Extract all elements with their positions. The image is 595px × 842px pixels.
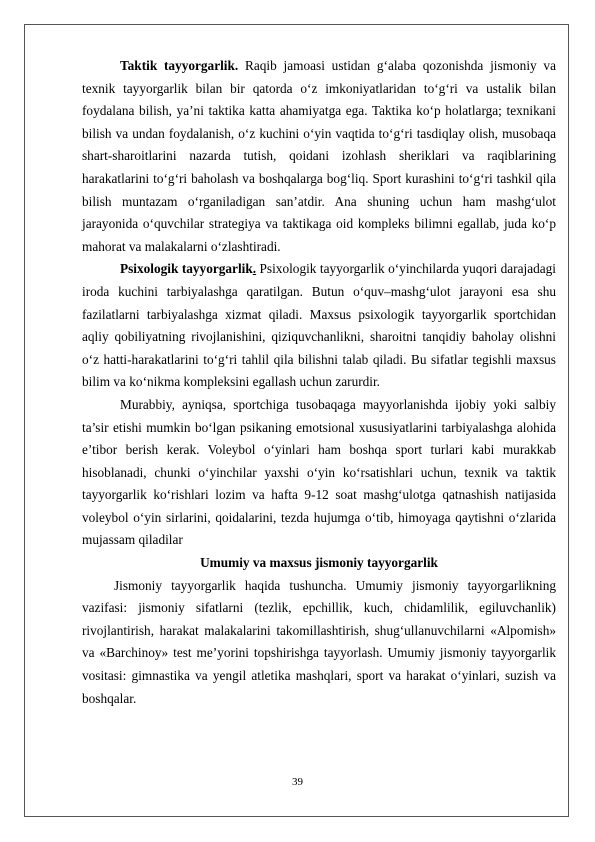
paragraph-psixologik xyxy=(82,258,556,394)
paragraph-title-psixologik xyxy=(120,261,256,276)
paragraph-text-psixologik: Psixologik tayyorgarlik o‘yinchilarda yuqori darajadagi iroda kuchini tarbiyalashga qaratilgan. Butun o‘quv–mashg‘ulot jarayoni esa shu fazilatlarni tarbiyalashga xizmat qiladi. Maxsus psixologik tayyorgarlik sportchidan aqliy qobiliyatning rivojlanishini, qiziquvchanlikni, sharoitni tanqidiy baholay olishni o‘z hatti-harakatlarini to‘g‘ri tahlil qila bilishni talab qiladi. Bu sifatlar tegishli maxsus bilim va ko‘nikma kompleksini egallash uchun zarurdir. xyxy=(82,261,556,390)
psixologik-title-dot: . xyxy=(252,261,257,277)
paragraph-taktik xyxy=(82,55,556,258)
section-heading: Umumiy va maxsus jismoniy tayyorgarlik xyxy=(200,555,438,571)
paragraph-jismoniy: Jismoniy tayyorgarlik haqida tushuncha. Umumiy jismoniy tayyorgarlikning vazifasi: jismoniy sifatlarni (tezlik, epchillik, kuch, chidamlilik, egiluvchanlik) rivojlantirish, harakat malakalarini takomillashtirish, shug‘ullanuvchilarni «Alpomish» va «Barchinoy» test me’yorini topshirishga tayyorlash. Umumiy jismoniy tayyorgarlik vositasi: gimnastika va yengil atletika mashqlari, sport va harakat o‘yinlari, suzish va boshqalar. xyxy=(82,577,556,706)
paragraph-text-taktik: Raqib jamoasi ustidan g‘alaba qozonishda jismoniy va texnik tayyorgarlik bilan bir qatorda o‘z imkoniyatlaridan to‘g‘ri va ustalik bilan foydalana bilish, ya’ni taktika katta ahamiyatga ega. Taktika ko‘p holatlarga; texnikani bilish va undan foydalanish, o‘z kuchini o‘yin vaqtida to‘g‘ri tasdiqlay olish, musobaqa shart-sharoitlarini nazarda tutish, qoidani izohlash sheriklari va raqiblarining harakatlarini to‘g‘ri baholash va boshqalarga bog‘liq. Sport kurashini to‘g‘ri tashkil qila bilish muntazam o‘rganiladigan san’atdir. Ana shuning uchun ham mashg‘ulot jarayonida o‘quvchilar strategiya va taktikaga oid kompleks bilimni egallab, juda ko‘p mahorat va malakalarni o‘zlashtiradi. xyxy=(82,58,556,254)
paragraph-murabbiy: Murabbiy, ayniqsa, sportchiga tusobaqaga mayyorlanishda ijobiy yoki salbiy ta’sir etishi mumkin bo‘lgan psikaning emotsional xususiyatlarini tarbiyalashga alohida e’tibor berish kerak. Voleybol o‘yinlari ham boshqa sport turlari kabi murakkab hisoblanadi, chunki o‘yinchilar yaxshi o‘yin ko‘rsatishlari uchun, texnik va taktik tayyorgarlik ko‘rishlari lozim va hafta 9-12 soat mashg‘ulotga qatnashish natijasida voleybol o‘yin sirlarini, qoidalarini, tezda hujumga o‘tib, himoyaga qaytishni o‘zlarida mujassam qiladilar xyxy=(82,396,556,548)
page-number: 39 xyxy=(292,776,303,788)
psixologik-title-text: Psixologik tayyorgarlik xyxy=(120,261,253,277)
paragraph-title-taktik: Taktik tayyorgarlik. xyxy=(120,58,239,73)
document-body xyxy=(82,55,556,710)
